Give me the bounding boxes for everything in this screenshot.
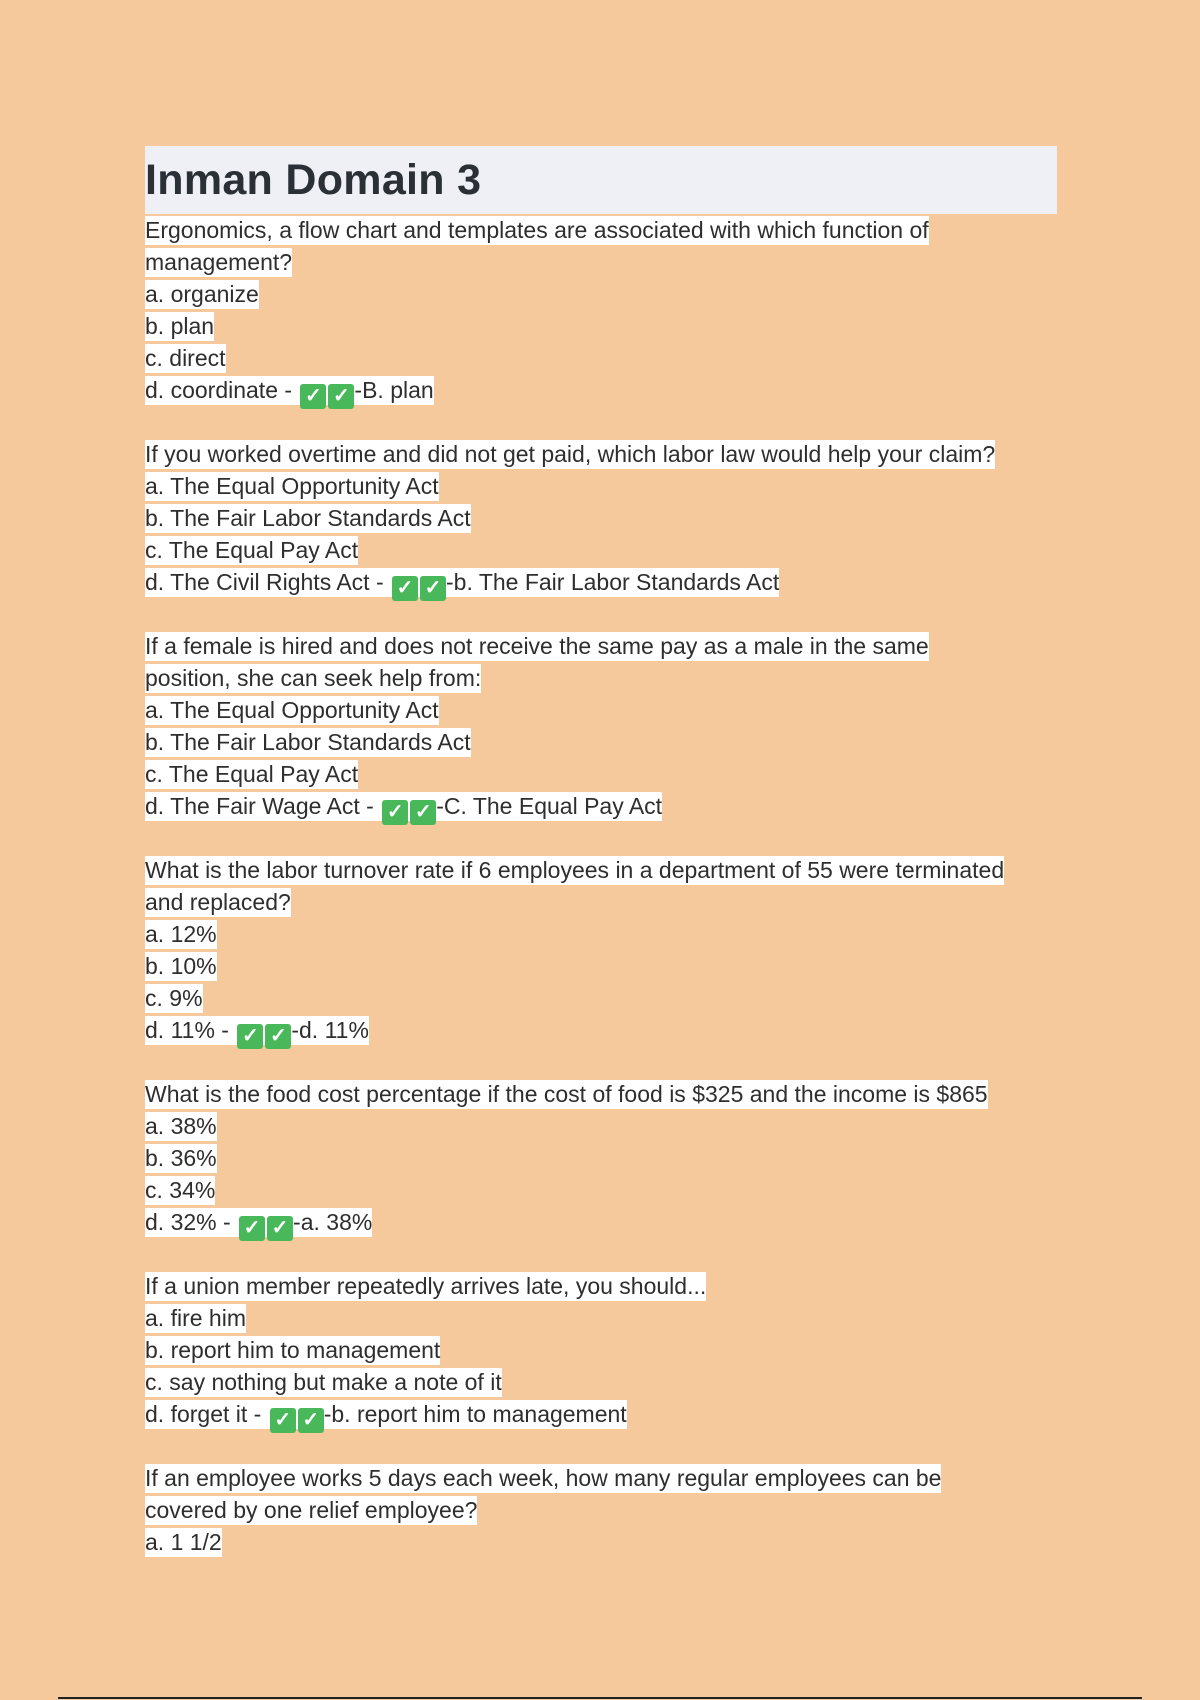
answer-option: d. The Fair Wage Act - [145, 793, 381, 819]
answer-option-line [145, 950, 1057, 982]
answer-option-line [145, 470, 1057, 502]
question-text-line [145, 1462, 1057, 1494]
answer-option: d. 11% - [145, 1017, 236, 1043]
answer-option-line [145, 758, 1057, 790]
answer-option-line [145, 1206, 1057, 1238]
answer-option: d. forget it - [145, 1401, 268, 1427]
check-mark-icon: ✓ [300, 384, 326, 409]
answer-option-line [145, 1142, 1057, 1174]
answer-option: a. 38% [145, 1113, 217, 1139]
answer-option: b. The Fair Labor Standards Act [145, 505, 471, 531]
correct-answer: -a. 38% [293, 1209, 373, 1235]
answer-option: a. 1 1/2 [145, 1529, 222, 1555]
check-mark-icon: ✓ [410, 800, 436, 825]
answer-option: c. 9% [145, 985, 203, 1011]
answer-key [145, 1016, 369, 1045]
check-mark-icon: ✓ [239, 1216, 265, 1241]
question-text: position, she can seek help from: [145, 665, 482, 691]
question-list [145, 214, 1057, 1558]
answer-key [145, 1400, 627, 1429]
question-text: Ergonomics, a flow chart and templates are associated with which function of [145, 217, 929, 243]
answer-key [145, 376, 434, 405]
correct-answer: -b. report him to management [323, 1401, 627, 1427]
answer-option: c. say nothing but make a note of it [145, 1369, 502, 1395]
question-text-line [145, 214, 1057, 246]
answer-option-line [145, 1014, 1057, 1046]
answer-option: c. 34% [145, 1177, 216, 1203]
answer-option: b. report him to management [145, 1337, 441, 1363]
question-text: What is the food cost percentage if the cost of food is $325 and the income is $865 [145, 1081, 988, 1107]
question-text-line [145, 662, 1057, 694]
question-block [145, 1462, 1057, 1558]
answer-option: b. plan [145, 313, 215, 339]
correct-answer: -d. 11% [291, 1017, 369, 1043]
check-mark-icon: ✓ [420, 576, 446, 601]
answer-option-line [145, 726, 1057, 758]
correct-answer: -C. The Equal Pay Act [436, 793, 663, 819]
check-mark-icon: ✓ [237, 1024, 263, 1049]
answer-option: a. organize [145, 281, 259, 307]
answer-option-line [145, 1174, 1057, 1206]
question-text: and replaced? [145, 889, 291, 915]
question-text-line [145, 246, 1057, 278]
question-text-line [145, 630, 1057, 662]
question-text: management? [145, 249, 293, 275]
answer-option: a. fire him [145, 1305, 246, 1331]
answer-key [145, 792, 662, 821]
answer-option: d. The Civil Rights Act - [145, 569, 390, 595]
question-text: covered by one relief employee? [145, 1497, 478, 1523]
answer-option-line [145, 1110, 1057, 1142]
answer-key [145, 568, 779, 597]
question-text-line [145, 438, 1057, 470]
question-text: If an employee works 5 days each week, how many regular employees can be [145, 1465, 942, 1491]
question-text-line [145, 1494, 1057, 1526]
answer-option: c. direct [145, 345, 226, 371]
question-text: If you worked overtime and did not get paid, which labor law would help your claim? [145, 441, 996, 467]
answer-option: d. 32% - [145, 1209, 238, 1235]
check-mark-icon: ✓ [328, 384, 354, 409]
answer-option: a. The Equal Opportunity Act [145, 697, 439, 723]
question-text: If a female is hired and does not receive the same pay as a male in the same [145, 633, 929, 659]
document-page [145, 146, 1057, 1558]
answer-option: d. coordinate - [145, 377, 299, 403]
answer-option-line [145, 694, 1057, 726]
question-text: What is the labor turnover rate if 6 employees in a department of 55 were terminated [145, 857, 1005, 883]
check-mark-icon: ✓ [298, 1408, 324, 1433]
answer-option-line [145, 1302, 1057, 1334]
answer-option-line [145, 342, 1057, 374]
question-block [145, 214, 1057, 406]
check-mark-icon: ✓ [265, 1024, 291, 1049]
answer-option-line [145, 790, 1057, 822]
correct-answer: -b. The Fair Labor Standards Act [446, 569, 780, 595]
answer-option-line [145, 502, 1057, 534]
question-text: If a union member repeatedly arrives late, you should... [145, 1273, 707, 1299]
check-mark-icon: ✓ [270, 1408, 296, 1433]
question-block [145, 854, 1057, 1046]
answer-option-line [145, 982, 1057, 1014]
answer-option-line [145, 1398, 1057, 1430]
answer-option: b. 36% [145, 1145, 217, 1171]
answer-option-line [145, 566, 1057, 598]
answer-option-line [145, 534, 1057, 566]
answer-key [145, 1208, 372, 1237]
question-block [145, 1078, 1057, 1238]
question-block [145, 1270, 1057, 1430]
document-title: Inman Domain 3 [145, 155, 482, 204]
answer-option: a. 12% [145, 921, 217, 947]
answer-option: c. The Equal Pay Act [145, 761, 359, 787]
answer-option-line [145, 918, 1057, 950]
answer-option-line [145, 1334, 1057, 1366]
check-mark-icon: ✓ [267, 1216, 293, 1241]
answer-option: c. The Equal Pay Act [145, 537, 359, 563]
question-block [145, 438, 1057, 598]
answer-option: b. 10% [145, 953, 217, 979]
answer-option: b. The Fair Labor Standards Act [145, 729, 471, 755]
answer-option-line [145, 1366, 1057, 1398]
title-bar [145, 146, 1057, 214]
check-mark-icon: ✓ [382, 800, 408, 825]
answer-option: a. The Equal Opportunity Act [145, 473, 439, 499]
question-text-line [145, 886, 1057, 918]
question-block [145, 630, 1057, 822]
question-text-line [145, 1270, 1057, 1302]
answer-option-line [145, 278, 1057, 310]
answer-option-line [145, 310, 1057, 342]
question-text-line [145, 1078, 1057, 1110]
check-mark-icon: ✓ [392, 576, 418, 601]
answer-option-line [145, 374, 1057, 406]
correct-answer: -B. plan [354, 377, 434, 403]
question-text-line [145, 854, 1057, 886]
answer-option-line [145, 1526, 1057, 1558]
footer-divider [58, 1697, 1142, 1699]
